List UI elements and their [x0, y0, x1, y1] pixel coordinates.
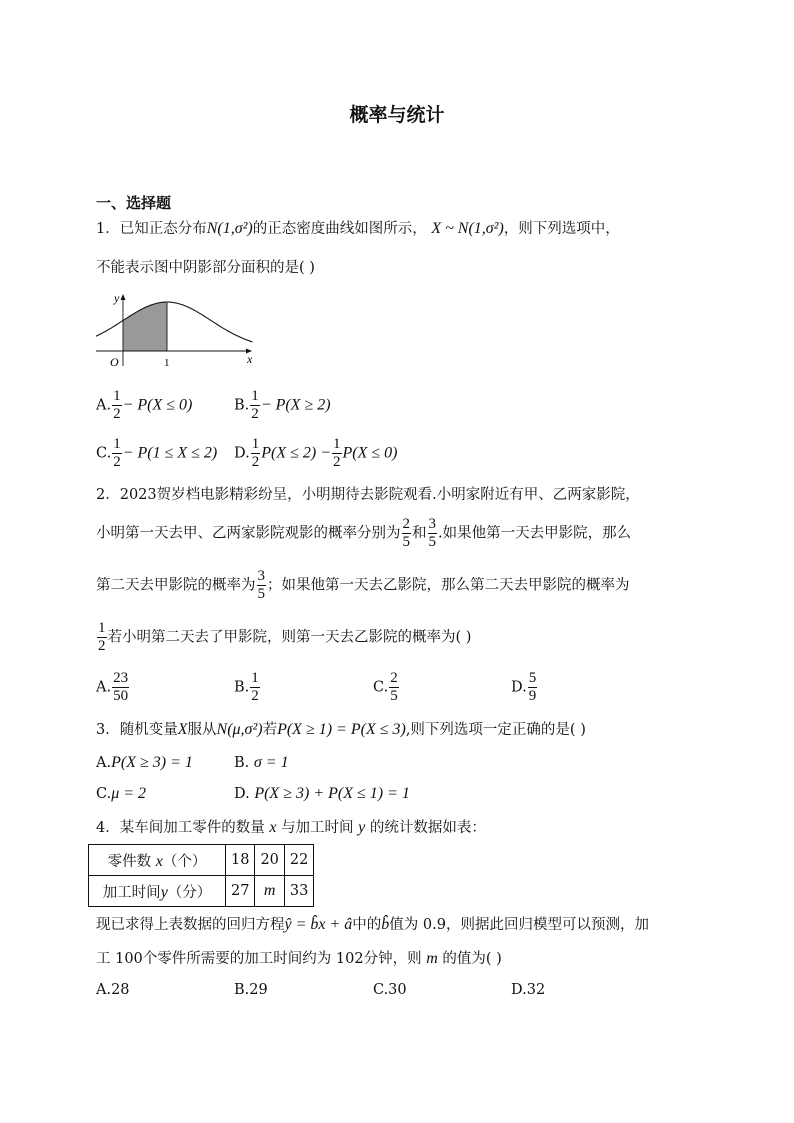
table-row	[89, 845, 314, 876]
origin-label: O	[110, 355, 119, 369]
q2-option-b[interactable]: B. $\frac{1}{2}$	[234, 670, 259, 704]
q4-line2: 工 100个零件所需要的加工时间约为 102分钟，则 m 的值为( )	[96, 950, 502, 967]
table-head-cell: 加工时间y（分）	[89, 876, 226, 907]
q3-option-d[interactable]: D. P(X ≥ 3) + P(X ≤ 1) = 1	[234, 785, 410, 802]
q1-line2: 不能表示图中阴影部分面积的是( )	[96, 260, 315, 276]
density-curve	[96, 302, 252, 342]
q3-option-c[interactable]: C.μ = 2	[96, 785, 147, 802]
shaded-area	[123, 302, 167, 351]
q3-stem: 3．随机变量X服从N(μ,σ²)若P(X ≥ 1) = P(X ≤ 3),则下列选项一定正确的是( )	[96, 721, 586, 738]
table-cell: m	[255, 876, 284, 907]
y-axis-label: y	[114, 291, 120, 305]
table-cell: 33	[284, 876, 313, 907]
q2-line4: $\frac{1}{2}$ 若小明第二天去了甲影院，则第一天去乙影院的概率为( )	[98, 620, 472, 654]
q1-option-a[interactable]: A. $\frac{1}{2}$ − P(X ≤ 0)	[96, 388, 193, 422]
q4-option-d[interactable]: D.32	[511, 982, 546, 998]
table-head-cell: 零件数 x（个）	[89, 845, 226, 876]
q1-figure	[96, 290, 256, 374]
table-cell: 22	[284, 845, 313, 876]
q4-data-table	[88, 844, 314, 907]
y-axis-arrow	[121, 294, 126, 300]
tick-label-1: 1	[164, 357, 170, 369]
table-row	[89, 876, 314, 907]
q4-stem: 4．某车间加工零件的数量 x 与加工时间 y 的统计数据如表：	[96, 819, 486, 836]
table-cell: 18	[226, 845, 255, 876]
q3-option-a[interactable]: A.P(X ≥ 3) = 1	[96, 754, 193, 771]
q1-rv: X ~ N(1,σ²)	[431, 220, 504, 237]
q1-option-c[interactable]: C. $\frac{1}{2}$ − P(1 ≤ X ≤ 2)	[96, 436, 218, 470]
q4-option-b[interactable]: B.29	[234, 982, 268, 998]
page-title: 概率与统计	[349, 104, 445, 126]
table-cell: 20	[255, 845, 284, 876]
q3-option-b[interactable]: B. σ = 1	[234, 754, 289, 771]
q2-line1: 2．2023贺岁档电影精彩纷呈，小明期待去影院观看.小明家附近有甲、乙两家影院，	[96, 487, 640, 503]
table-cell: 27	[226, 876, 255, 907]
q1-line1: 1．已知正态分布N(1,σ²)的正态密度曲线如图所示， X ~ N(1,σ²)，则下列选项中，	[96, 220, 620, 237]
q1-dist: N(1,σ²)	[206, 220, 253, 237]
q2-option-c[interactable]: C. $\frac{2}{5}$	[373, 670, 398, 704]
section-heading: 一、选择题	[96, 194, 172, 212]
x-axis-label: x	[247, 352, 253, 366]
q1-option-d[interactable]: D. $\frac{1}{2}$ P(X ≤ 2) − $\frac{1}{2}$ P(X ≤ 0)	[234, 436, 398, 470]
q4-line1: 现已求得上表数据的回归方程ŷ = b̂x + â中的b̂值为 0.9，则据此回归模型可以预测，加	[96, 916, 649, 933]
q4-option-c[interactable]: C.30	[373, 982, 407, 998]
q2-option-d[interactable]: D. $\frac{5}{9}$	[511, 670, 537, 704]
normal-curve-figure	[96, 290, 256, 370]
q1-option-b[interactable]: B. $\frac{1}{2}$ − P(X ≥ 2)	[234, 388, 331, 422]
q2-line3: 第二天去甲影院的概率为 $\frac{3}{5}$ ；如果他第一天去乙影院，那么第二天去甲影院的概率为	[96, 568, 630, 602]
q2-line2: 小明第一天去甲、乙两家影院观影的概率分别为 $\frac{2}{5}$ 和 $\frac{3}{5}$ .如果他第一天去甲影院，那么	[96, 516, 632, 550]
q2-option-a[interactable]: A. $\frac{23}{50}$	[96, 670, 129, 704]
q4-option-a[interactable]: A.28	[96, 982, 130, 998]
